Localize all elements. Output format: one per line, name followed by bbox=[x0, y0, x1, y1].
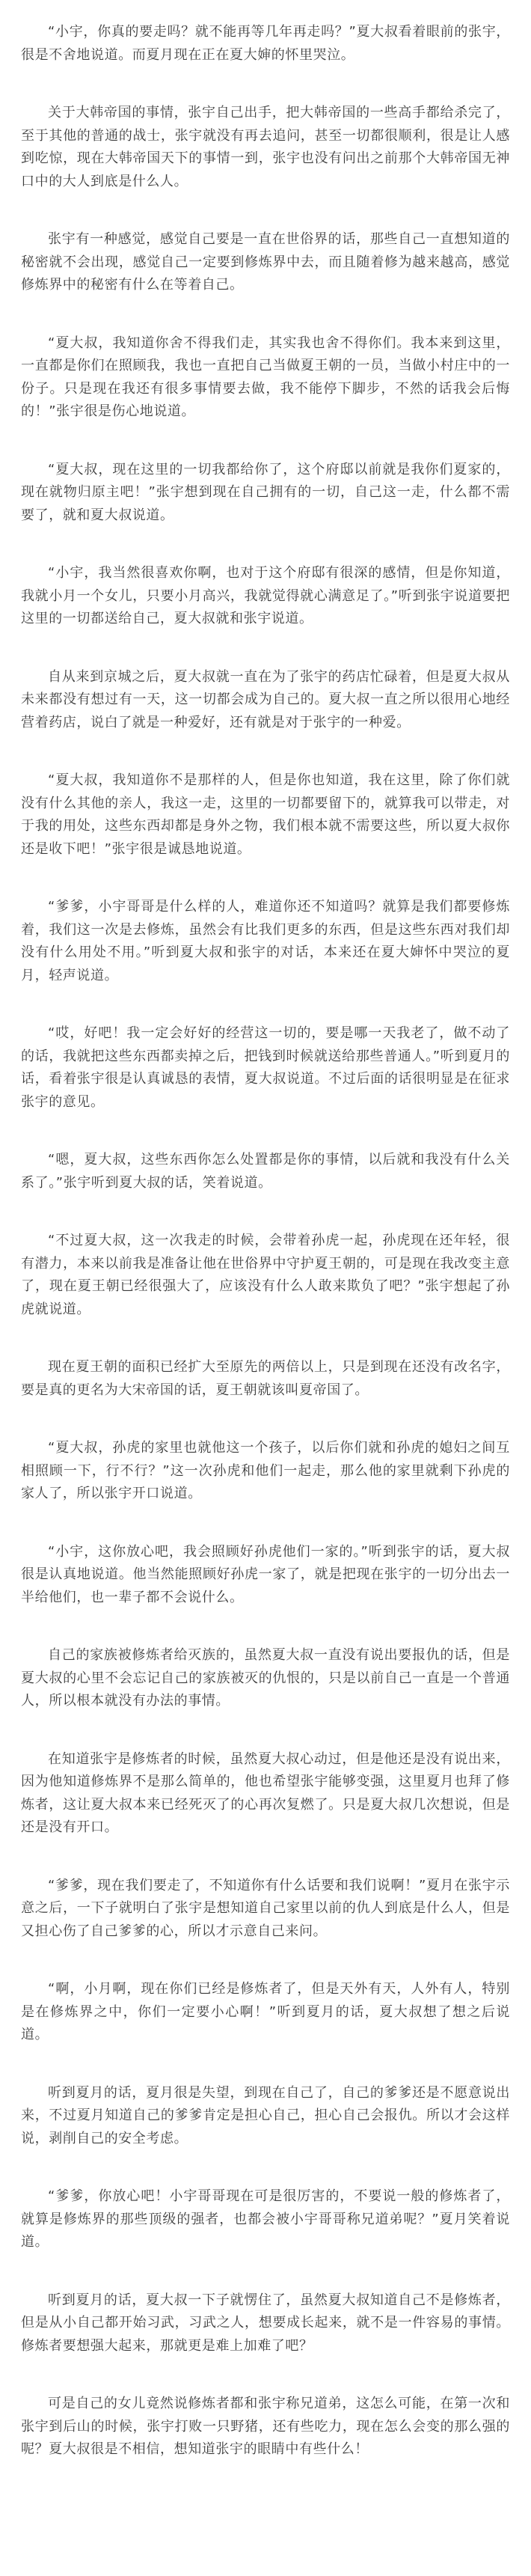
paragraph: “啊，小月啊，现在你们已经是修炼者了，但是天外有天，人外有人，特别是在修炼界之中，你们一定要小心啊！”听到夏月的话，夏大叔想了想之后说道。 bbox=[21, 1981, 510, 2042]
paragraph: “小宇，这你放心吧，我会照顾好孙虎他们一家的。”听到张宇的话，夏大叔很是认真地说道。他当然能照顾好孙虎一家了，就是把现在张宇的一切分出去一半给他们，也一辈子都不会说什么。 bbox=[21, 1543, 510, 1605]
paragraph: “夏大叔，孙虎的家里也就他这一个孩子，以后你们就和孙虎的媳妇之间互相照顾一下，行不行？”这一次孙虎和他们一起走，那么他的家里就剩下孙虎的家人了，所以张宇开口说道。 bbox=[21, 1440, 510, 1501]
paragraph: 关于大韩帝国的事情，张宇自己出手，把大韩帝国的一些高手都给杀完了，至于其他的普通的战士，张宇就没有再去追问，甚至一切都很顺利，很是让人感到吃惊，现在大韩帝国天下的事情一到，张宇也没有问出之前那个大韩帝国无神口中的大人到底是什么人。 bbox=[21, 105, 510, 189]
paragraph: “小宇，你真的要走吗？就不能再等几年再走吗？”夏大叔看着眼前的张宇，很是不舍地说道。而夏月现在正在夏大婶的怀里哭泣。 bbox=[21, 24, 510, 63]
paragraph: 可是自己的女儿竟然说修炼者都和张宇称兄道弟，这怎么可能，在第一次和张宇到后山的时候，张宇打败一只野猪，还有些吃力，现在怎么会变的那么强的呢？夏大叔很是不相信，想知道张宇的眼睛中有些什么！ bbox=[21, 2396, 510, 2457]
paragraph: 听到夏月的话，夏月很是失望，到现在自己了，自己的爹爹还是不愿意说出来，不过夏月知道自己的爹爹肯定是担心自己，担心自己会报仇。所以才会这样说，剥削自己的安全考虑。 bbox=[21, 2084, 510, 2146]
paragraph: 听到夏月的话，夏大叔一下子就愣住了，虽然夏大叔知道自己不是修炼者，但是从小自己都开始习武，习武之人，想要成长起来，就不是一件容易的事情。修炼者要想强大起来，那就更是难上加难了吧？ bbox=[21, 2292, 510, 2354]
paragraph: “夏大叔，我知道你不是那样的人，但是你也知道，我在这里，除了你们就没有什么其他的亲人，我这一走，这里的一切都要留下的，就算我可以带走，对于我的用处，这些东西却都是身外之物，我们根本就不需要这些，所以夏大叔你还是收下吧！”张宇很是诚恳地说道。 bbox=[21, 772, 510, 857]
paragraph: 自从来到京城之后，夏大叔就一直在为了张宇的药店忙碌着，但是夏大叔从未来都没有想过有一天，这一切都会成为自己的。夏大叔一直之所以很用心地经营着药店，说白了就是一种爱好，还有就是对于张宇的一种爱。 bbox=[21, 668, 510, 730]
paragraph: 张宇有一种感觉，感觉自己要是一直在世俗界的话，那些自己一直想知道的秘密就不会出现，感觉自己一定要到修炼界中去，而且随着修为越来越高，感觉修炼界中的秘密有什么在等着自己。 bbox=[21, 231, 510, 293]
paragraph: “小宇，我当然很喜欢你啊，也对于这个府邸有很深的感情，但是你知道，我就小月一个女儿，只要小月高兴，我就觉得就心满意足了。”听到张宇说道要把这里的一切都送给自己，夏大叔就和张宇说道。 bbox=[21, 565, 510, 626]
paragraph: 现在夏王朝的面积已经扩大至原先的两倍以上，只是到现在还没有改名字，要是真的更名为大宋帝国的话，夏王朝就该叫夏帝国了。 bbox=[21, 1359, 510, 1398]
paragraph: “不过夏大叔，这一次我走的时候，会带着孙虎一起，孙虎现在还年轻，很有潜力，本来以前我是准备让他在世俗界中守护夏王朝的，可是现在我改变主意了，现在夏王朝已经很强大了，应该没有什么人敢来欺负了吧？”张宇想起了孙虎就说道。 bbox=[21, 1233, 510, 1317]
paragraph: 在知道张宇是修炼者的时候，虽然夏大叔心动过，但是他还是没有说出来，因为他知道修炼界不是那么简单的，他也希望张宇能够变强，这里夏月也拜了修炼者，这让夏大叔本来已经死灭了的心再次复燃了。只是夏大叔几次想说，但是还是没有开口。 bbox=[21, 1751, 510, 1835]
paragraph: “爹爹，小宇哥哥是什么样的人，难道你还不知道吗？就算是我们都要修炼着，我们这一次是去修炼，虽然会有比我们更多的东西，但是这些东西对我们却没有什么用处不用。”听到夏大叔和张宇的对话，本来还在夏大婶怀中哭泣的夏月，轻声说道。 bbox=[21, 899, 510, 983]
paragraph: “嗯，夏大叔，这些东西你怎么处置都是你的事情，以后就和我没有什么关系了。”张宇听到夏大叔的话，笑着说道。 bbox=[21, 1152, 510, 1191]
paragraph: “爹爹，现在我们要走了，不知道你有什么话要和我们说啊！”夏月在张宇示意之后，一下子就明白了张宇是想知道自己家里以前的仇人到底是什么人，但是又担心伤了自己爹爹的心，所以才示意自己来问。 bbox=[21, 1877, 510, 1939]
paragraph: 自己的家族被修炼者给灭族的，虽然夏大叔一直没有说出要报仇的话，但是夏大叔的心里不会忘记自己的家族被灭的仇恨的，只是以前自己一直是一个普通人，所以根本就没有办法的事情。 bbox=[21, 1647, 510, 1709]
paragraph: “爹爹，你放心吧！小宇哥哥现在可是很厉害的，不要说一般的修炼者了，就算是修炼界的那些顶级的强者，也都会被小宇哥哥称兄道弟呢？”夏月笑着说道。 bbox=[21, 2188, 510, 2250]
paragraph: “夏大叔，我知道你舍不得我们走，其实我也舍不得你们。我本来到这里，一直都是你们在照顾我，我也一直把自己当做夏王朝的一员，当做小村庄中的一份子。只是现在我还有很多事情要去做，我不能停下脚步，不然的话我会后悔的！”张宇很是伤心地说道。 bbox=[21, 335, 510, 419]
paragraph: “夏大叔，现在这里的一切我都给你了，这个府邸以前就是我你们夏家的，现在就物归原主吧！”张宇想到现在自己拥有的一切，自己这一走，什么都不需要了，就和夏大叔说道。 bbox=[21, 461, 510, 523]
paragraph: “哎，好吧！我一定会好好的经营这一切的，要是哪一天我老了，做不动了的话，我就把这些东西都卖掉之后，把钱到时候就送给那些普通人。”听到夏月的话，看着张宇很是认真诚恳的表情，夏大叔说道。不过后面的话很明显是在征求张宇的意见。 bbox=[21, 1025, 510, 1110]
